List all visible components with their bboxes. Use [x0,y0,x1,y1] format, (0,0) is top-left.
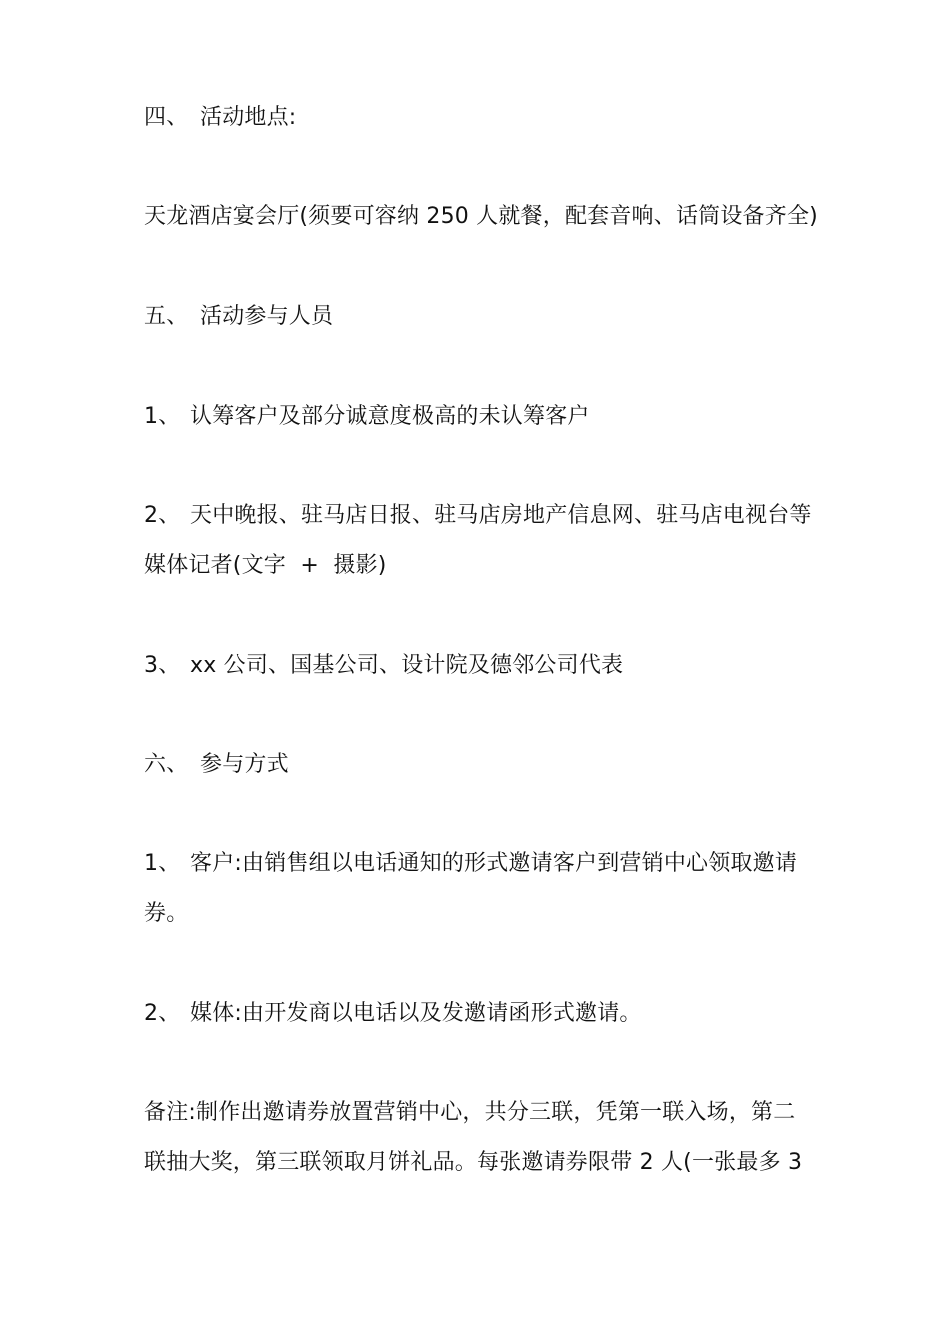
participant-item-3 [144,651,623,681]
section-number: 五、 [144,304,189,329]
item-number: 1、 [144,404,181,429]
method-item-1 [144,849,797,879]
section-number: 四、 [144,105,189,130]
method-item-2 [144,999,642,1029]
item-text: 媒体:由开发商以电话以及发邀请函形式邀请。 [190,1001,642,1026]
section-heading-four [144,103,296,133]
item-number: 1、 [144,851,181,876]
section-number: 六、 [144,752,189,777]
participant-item-2 [144,501,812,531]
item-number: 3、 [144,653,181,678]
participant-item-1 [144,402,590,432]
item-number: 2、 [144,1001,181,1026]
section-heading-five [144,302,333,332]
note-line-1: 备注:制作出邀请券放置营销中心，共分三联，凭第一联入场，第二 [144,1100,796,1125]
participant-item-2-continued: 媒体记者(文字 + 摄影) [144,553,387,578]
venue-text: 天龙酒店宴会厅(须要可容纳 250 人就餐，配套音响、话筒设备齐全) [144,204,818,229]
note-line-2: 联抽大奖，第三联领取月饼礼品。每张邀请券限带 2 人(一张最多 3 [144,1150,803,1175]
section-heading-six [144,750,289,780]
item-text: xx 公司、国基公司、设计院及德邻公司代表 [190,653,624,678]
item-text: 天中晚报、驻马店日报、驻马店房地产信息网、驻马店电视台等 [190,503,812,528]
method-item-1-continued: 券。 [144,901,189,926]
item-text: 认筹客户及部分诚意度极高的未认筹客户 [190,404,590,429]
item-number: 2、 [144,503,181,528]
item-text: 客户:由销售组以电话通知的形式邀请客户到营销中心领取邀请 [190,851,798,876]
section-title: 参与方式 [200,752,289,777]
section-title: 活动地点: [200,105,297,130]
section-title: 活动参与人员 [200,304,334,329]
